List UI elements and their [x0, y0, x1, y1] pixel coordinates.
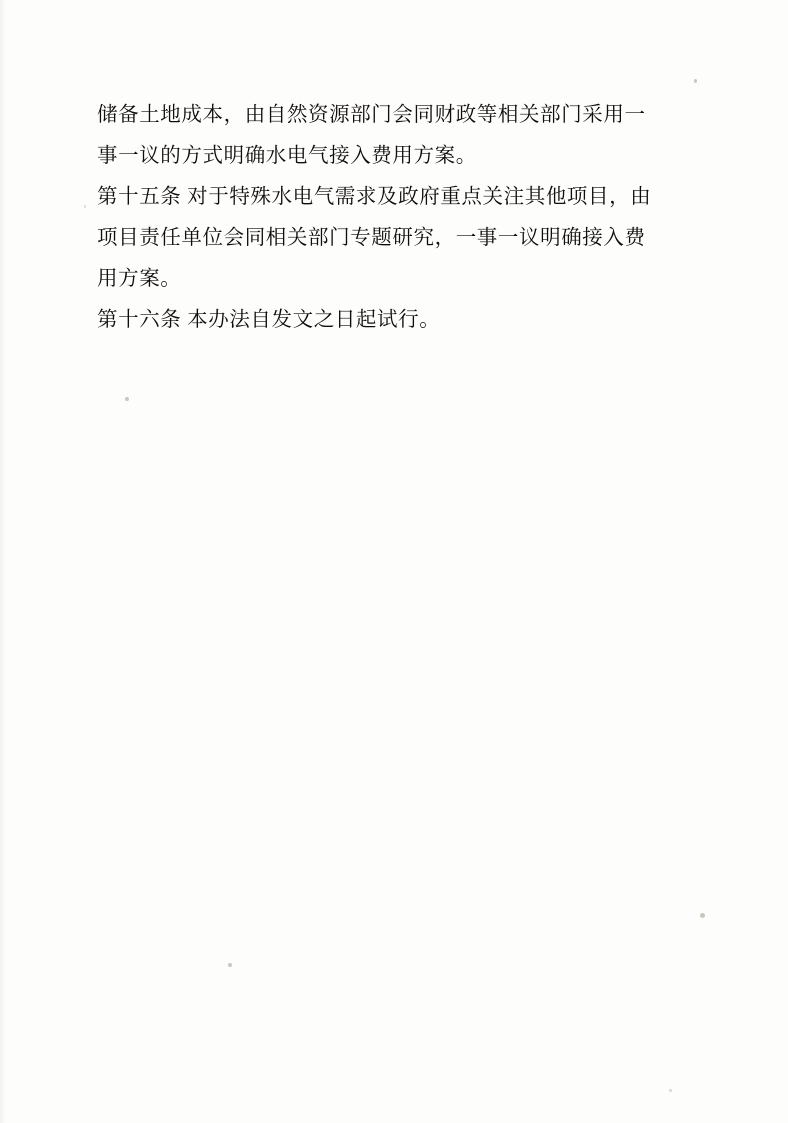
text-line: 用方案。 [97, 268, 182, 290]
text-line: 第十五条 对于特殊水电气需求及政府重点关注其他项目，由 [97, 186, 652, 208]
page-edge-shading [0, 0, 6, 1123]
page-text-body [97, 95, 675, 341]
paragraph-article-16 [97, 300, 675, 341]
scan-speck [669, 1089, 672, 1092]
scan-speck [694, 79, 697, 83]
text-line: 项目责任单位会同相关部门专题研究，一事一议明确接入费 [97, 227, 646, 249]
text-line: 第十六条 本办法自发文之日起试行。 [97, 309, 441, 331]
scan-speck [700, 913, 705, 918]
scan-speck [125, 397, 129, 401]
text-line: 事一议的方式明确水电气接入费用方案。 [97, 145, 477, 167]
scan-speck [84, 205, 86, 208]
paragraph-continued [97, 95, 675, 177]
text-line: 储备土地成本，由自然资源部门会同财政等相关部门采用一 [97, 104, 646, 126]
scan-speck [228, 963, 232, 967]
paragraph-article-15 [97, 177, 675, 300]
